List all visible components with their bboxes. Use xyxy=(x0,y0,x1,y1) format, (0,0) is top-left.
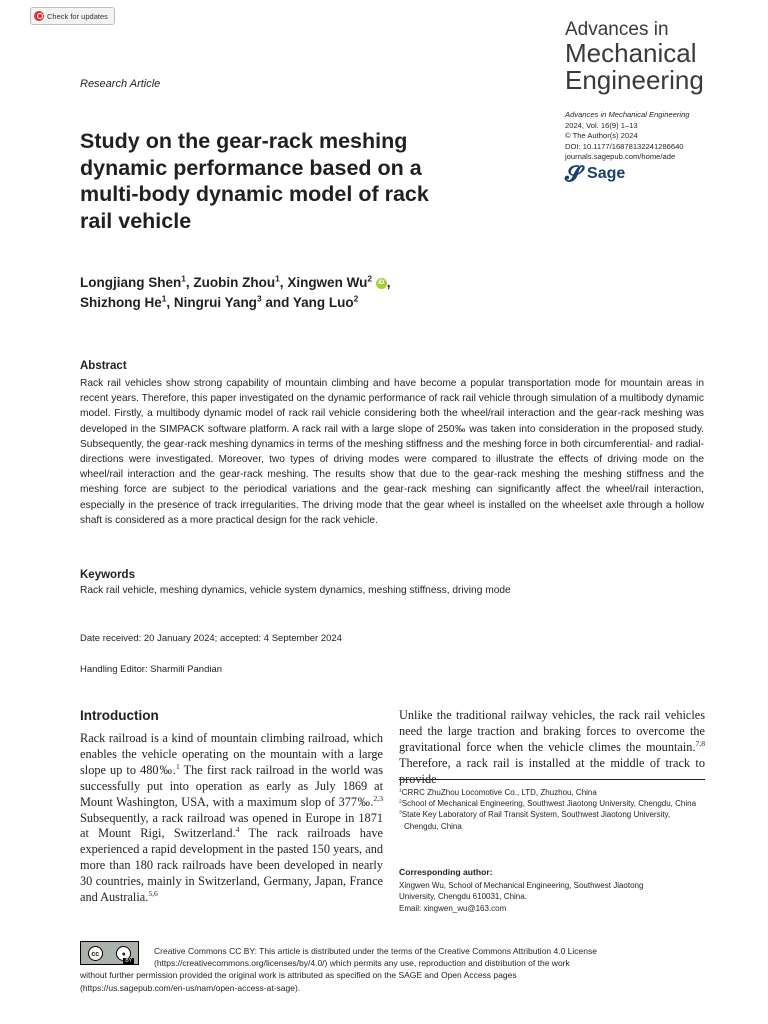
affiliation-text: CRRC ZhuZhou Locomotive Co., LTD, Zhuzhou, China xyxy=(401,788,597,797)
journal-logo-line-1: Advances in xyxy=(565,19,669,40)
affiliation-number: 2 xyxy=(399,799,402,805)
abstract-text-part-1: Rack rail vehicles show strong capability of mountain climbing and have become a popular transportation mode for mountain areas in recent years. Therefore, this paper investigated on the dynamic performance of rack rail vehicle through simulation of a multibody dynamic model. Firstly, a multibody dynamic model of rack rail vehicle considering both the wheel/rail interaction and the gear-rack meshing was developed in the SIMPACK software platform. A rack rail with a large slope of 250 xyxy=(80,378,704,435)
keywords-heading: Keywords xyxy=(80,569,135,581)
permille-symbol: ‰ xyxy=(357,794,371,809)
publisher-name: Sage xyxy=(587,165,626,182)
by-label: BY xyxy=(125,958,132,964)
author-list: Longjiang Shen$^1$, Zuobin Zhou$^1$, Xingwen Wu$^2$ iD , Shizhong He$^1$, Ningrui Yang$^3$ and Yang Luo$^2$ xyxy=(80,273,391,310)
author-affiliation-mark: 1 xyxy=(181,273,186,284)
body-text: The first rack railroad in the world was successfully put into operation as early as July 1869 at Mount Washington, USA, with a maximum slop of 377 xyxy=(80,762,384,809)
corresponding-email-link[interactable]: Email: xingwen_wu@163.com xyxy=(399,903,507,913)
author-name[interactable]: Yang Luo xyxy=(292,295,354,310)
handling-editor: Handling Editor: Sharmili Pandian xyxy=(80,664,223,675)
body-text: Rack railroad is a kind of mountain climbing railroad, which enables the vehicle operating on the mountain with a large slope up to 480 xyxy=(80,731,383,777)
affiliations xyxy=(399,787,705,832)
affiliation-text: State Key Laboratory of Rail Transit System, Southwest Jiaotong University, Chengdu, China xyxy=(401,810,671,831)
update-icon xyxy=(34,11,44,21)
author-affiliation-mark: 1 xyxy=(161,293,167,304)
corresponding-line: Xingwen Wu, School of Mechanical Engineering, Southwest Jiaotong xyxy=(399,881,644,890)
body-column-left: Rack railroad is a kind of mountain climbing railroad, which enables the vehicle operating on the mountain with a large slope up to 480‰.$^1$ The first rack railroad in the world was successfully put into operation as early as July 1869 at Mount Washington, USA, with a maximum slop of 377‰.$^{2,3}$ Subsequently, a rack railroad was opened in Europe in 1871 at Mount Rigi, Switzerland.$^4$ The rack railroads have experienced a rapid development in the pasted 150 years, and more than 180 rack railroads have been developed in nearly 30 countries, mainly in Switzerland, Germany, Japan, France and Australia.$^{5,6}$ xyxy=(80,731,384,905)
orcid-icon[interactable]: iD xyxy=(376,278,387,289)
abstract-heading: Abstract xyxy=(80,360,127,372)
journal-name: Advances in Mechanical Engineering xyxy=(565,110,690,119)
author-name[interactable]: Xingwen Wu xyxy=(287,275,368,290)
affiliation-item xyxy=(399,787,705,798)
author-affiliation-mark: 3 xyxy=(256,293,262,304)
body-column-right xyxy=(399,708,705,788)
footnote-divider xyxy=(399,779,705,780)
journal-logo-line-2: Mechanical xyxy=(565,38,697,68)
author-name[interactable]: Zuobin Zhou xyxy=(193,275,276,290)
sage-s-icon: 𝓢 xyxy=(565,161,583,186)
corresponding-author-details xyxy=(399,880,705,914)
affiliation-item xyxy=(399,809,705,831)
author-affiliation-mark: 2 xyxy=(367,273,372,284)
citation-link[interactable]: 5,6 xyxy=(148,888,158,898)
affiliation-number: 1 xyxy=(399,788,402,794)
body-text: Therefore, a rack rail is installed at the middle of track to provide xyxy=(399,755,705,786)
permille-symbol: ‰ xyxy=(454,423,466,435)
paper-title: Study on the gear-rack meshing dynamic performance based on a multi-body dynamic model of rack rail vehicle xyxy=(80,129,429,233)
keywords-body: Rack rail vehicle, meshing dynamics, vehicle system dynamics, meshing stiffness, driving mode xyxy=(80,585,511,596)
body-text: Unlike the traditional railway vehicles, the rack rail vehicles need the large traction and braking forces to overcome the gravitational force when the vehicle climes the mountain. xyxy=(399,708,705,754)
body-text: Subsequently, a rack railroad was opened in Europe in 1871 at Mount Rigi, Switzerland. xyxy=(80,810,383,841)
journal-url-link[interactable]: journals.sagepub.com/home/ade xyxy=(565,152,676,161)
corresponding-line: University, Chengdu 610031, China. xyxy=(399,892,527,902)
citation-link[interactable]: 1 xyxy=(175,761,180,771)
permille-symbol: ‰ xyxy=(158,762,173,777)
affiliation-text: School of Mechanical Engineering, Southwest Jiaotong University, Chengdu, China xyxy=(401,799,697,809)
check-updates-label: Check for updates xyxy=(47,11,108,21)
introduction-heading: Introduction xyxy=(80,708,159,723)
journal-meta xyxy=(565,110,690,163)
license-link-line[interactable]: (https://us.sagepub.com/en-us/nam/open-access-at-sage). xyxy=(80,982,301,993)
author-affiliation-mark: 1 xyxy=(275,273,280,284)
affiliation-item xyxy=(399,798,705,809)
citation-link[interactable]: 7,8 xyxy=(695,738,705,748)
citation-link[interactable]: 2,3 xyxy=(373,793,383,803)
cc-icon: cc xyxy=(88,946,103,961)
article-type: Research Article xyxy=(80,78,161,90)
citation-link[interactable]: 4 xyxy=(235,825,240,835)
publisher-logo xyxy=(565,163,625,185)
license-line: Creative Commons CC BY: This article is distributed under the terms of the Creative Commons Attribution 4.0 License xyxy=(154,946,597,956)
license-link-line[interactable]: (https://creativecommons.org/licenses/by/4.0/) which permits any use, reproduction and distribution of the work xyxy=(154,958,570,969)
author-name[interactable]: Shizhong He xyxy=(80,295,162,310)
affiliation-number: 3 xyxy=(399,810,402,816)
abstract-text-part-2: was taken into consideration in the proposed study. Subsequently, the gear-rack meshing dynamics in terms of the meshing stiffness and the meshing force in both circumferential- and radial- directions were investigated. Moreover, two types of driving modes were compared to illustrate the effects of driving mode on the wheel/rail interaction and the gear-rack meshing. The results show that due to the gear-rack meshing the meshing stiffness and the meshing force are subject to the periodical variations and the gear-rack meshing can significantly affect the wheel/rail interaction, especially in the presence of track irregularities. The driving mode that the gear wheel is installed on the wheelset axle through a hollow shaft is considered as a more practical design for the rack vehicle. xyxy=(80,423,705,526)
author-affiliation-mark: 2 xyxy=(353,293,359,304)
license-line: without further permission provided the original work is attributed as specified on the SAGE and Open Access pages xyxy=(80,970,517,981)
journal-volume: 2024, Vol. 16(9) 1–13 xyxy=(565,120,638,130)
doi-link[interactable]: DOI: 10.1177/16878132241286640 xyxy=(565,141,684,151)
abstract-body xyxy=(80,376,704,528)
author-name[interactable]: Longjiang Shen xyxy=(80,275,182,290)
author-name[interactable]: Ningrui Yang xyxy=(173,295,257,310)
journal-logo-line-3: Engineering xyxy=(565,65,704,95)
copyright: © The Author(s) 2024 xyxy=(565,131,638,140)
journal-logo xyxy=(565,20,704,93)
license-text xyxy=(80,945,704,994)
dates: Date received: 20 January 2024; accepted: 4 September 2024 xyxy=(80,633,342,644)
attribution-person-icon: ● xyxy=(116,946,131,961)
body-text: The rack railroads have experienced a rapid development in the pasted 150 years, and more than 180 rack railroads have been developed in nearly 30 countries, mainly in Switzerland, Germany, Japan, France and Australia. xyxy=(80,826,383,905)
corresponding-author-heading: Corresponding author: xyxy=(399,867,493,877)
check-for-updates-button[interactable] xyxy=(30,7,115,25)
